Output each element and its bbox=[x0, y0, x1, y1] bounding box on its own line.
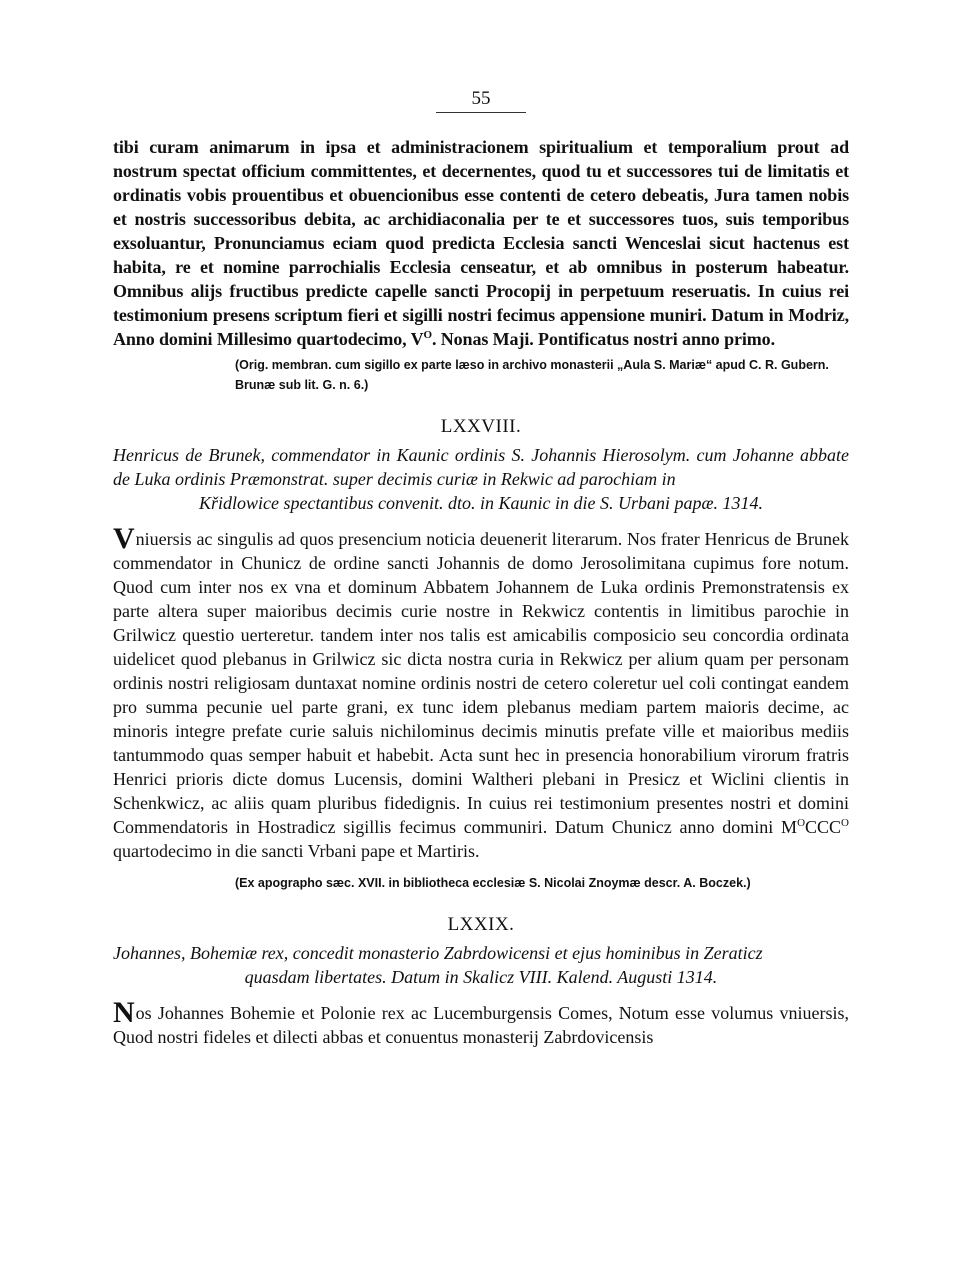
document-77-text bbox=[113, 135, 849, 351]
document-79-number: LXXIX. bbox=[447, 914, 515, 935]
document-77-body: tibi curam animarum in ipsa et administracionem spiritualium et temporalium prout ad nostrum spectat officium committentes, et decernentes, quod tu et successores tui de limitatis et ordinatis vobis prouentibus et obuencionibus esse contenti de cetero debeatis, Jura tamen nobis et nostris successoribus debita, ac archidiaconalia per te et successores tuos, suis temporibus exsoluantur, Pronunciamus eciam quod predicta Ecclesia sancti Wenceslai sicut hactenus est habita, re et nomine parrochialis Ecclesia censeatur, et ab omnibus in posterum habeatur. Omnibus alijs fructibus predicte capelle sancti Procopij in perpetuum reseruatis. In cuius rei testimonium presens scriptum fieri et sigilli nostri fecimus appensione muniri. Datum in Modriz, Anno domini Millesimo quartodecimo, V bbox=[113, 137, 849, 349]
document-78-source-note: (Ex apographo sæc. XVII. in bibliotheca ecclesiæ S. Nicolai Znoymæ descr. A. Boczek.) bbox=[235, 876, 751, 890]
document-78-number: LXXVIII. bbox=[440, 416, 522, 437]
document-78-initial: V bbox=[113, 522, 135, 555]
document-78-text bbox=[113, 522, 849, 863]
document-79-text bbox=[113, 996, 849, 1049]
header-rule bbox=[436, 112, 526, 113]
superscript-o-1: O bbox=[797, 817, 806, 829]
document-79-body: os Johannes Bohemie et Polonie rex ac Lucemburgensis Comes, Notum esse volumus vniuersis, Quod nostri fideles et dilecti abbas et conuentus monasterij Zabrdovicensis bbox=[113, 1003, 849, 1047]
document-77-body-end: . Nonas Maji. Pontificatus nostri anno primo. bbox=[431, 329, 775, 349]
document-page bbox=[113, 88, 849, 1049]
document-78-regest-line2: Křidlowice spectantibus convenit. dto. in Kaunic in die S. Urbani papæ. 1314. bbox=[199, 493, 763, 513]
document-78-body: niuersis ac singulis ad quos presencium noticia deuenerit literarum. Nos frater Henricus de Brunek commendator in Chunicz de ordine sancti Johannis de domo Jerosolimitana cupimus fore notum. Quod cum inter nos ex vna et dominum Abbatem Johannem de Luka ordinis Premonstratensis ex parte altera super maioribus decimis curie nostre in Rekwicz contentis in limitibus parochie in Grilwicz questio uerteretur. tandem inter nos talis est amicabilis composicio seu concordia ordinata uidelicet quod plebanus in Grilwicz sic dicta nostra curia in Rekwicz per alium quam per personam ordinis nostri religiosam duntaxat nomine ordinis nostri de cetero coleretur uel coli contingat eandem pro summa pecunie uel parte grani, ex tunc idem plebanus mediam partem maioris decime, ac minoris integre prefate curie saluis nichilominus decimis minutis prefate ville et maioribus mediis tantummodo quas semper habuit et habebit. Acta sunt hec in presencia honorabilium virorum fratris Henrici prioris dicte domus Lucensis, domini Waltheri plebani in Presicz et Wiclini clientis in Schenkwicz, ac aliis quam pluribus fidedignis. In cuius rei testimonium presentes nostri et domini Commendatoris in Hostradicz sigillis fecimus communiri. Datum Chunicz anno domini M bbox=[113, 529, 849, 837]
document-78-regest-line1: Henricus de Brunek, commendator in Kaunic ordinis S. Johannis Hierosolym. cum Johanne abbate de Luka ordinis Præmonstrat. super decimis curiæ in Rekwic ad parochiam in bbox=[113, 445, 849, 489]
document-79-initial: N bbox=[113, 996, 135, 1029]
document-79-regest bbox=[113, 941, 849, 989]
superscript-o-2: O bbox=[841, 817, 849, 829]
document-78-body-end: quartodecimo in die sancti Vrbani pape et Martiris. bbox=[113, 841, 480, 861]
page-number: 55 bbox=[471, 88, 491, 109]
document-79-regest-line2: quasdam libertates. Datum in Skalicz VIII. Kalend. Augusti 1314. bbox=[244, 967, 718, 987]
document-78-regest bbox=[113, 443, 849, 515]
document-79-regest-line1: Johannes, Bohemiæ rex, concedit monasterio Zabrdowicensi et ejus hominibus in Zeraticz bbox=[113, 943, 763, 963]
superscript-o: O bbox=[423, 329, 432, 341]
document-78-body-mid: CCC bbox=[805, 817, 842, 837]
document-77-source-note: (Orig. membran. cum sigillo ex parte læso in archivo monasterii „Aula S. Mariæ“ apud C. R. Gubern. Brunæ sub lit. G. n. 6.) bbox=[235, 358, 829, 392]
